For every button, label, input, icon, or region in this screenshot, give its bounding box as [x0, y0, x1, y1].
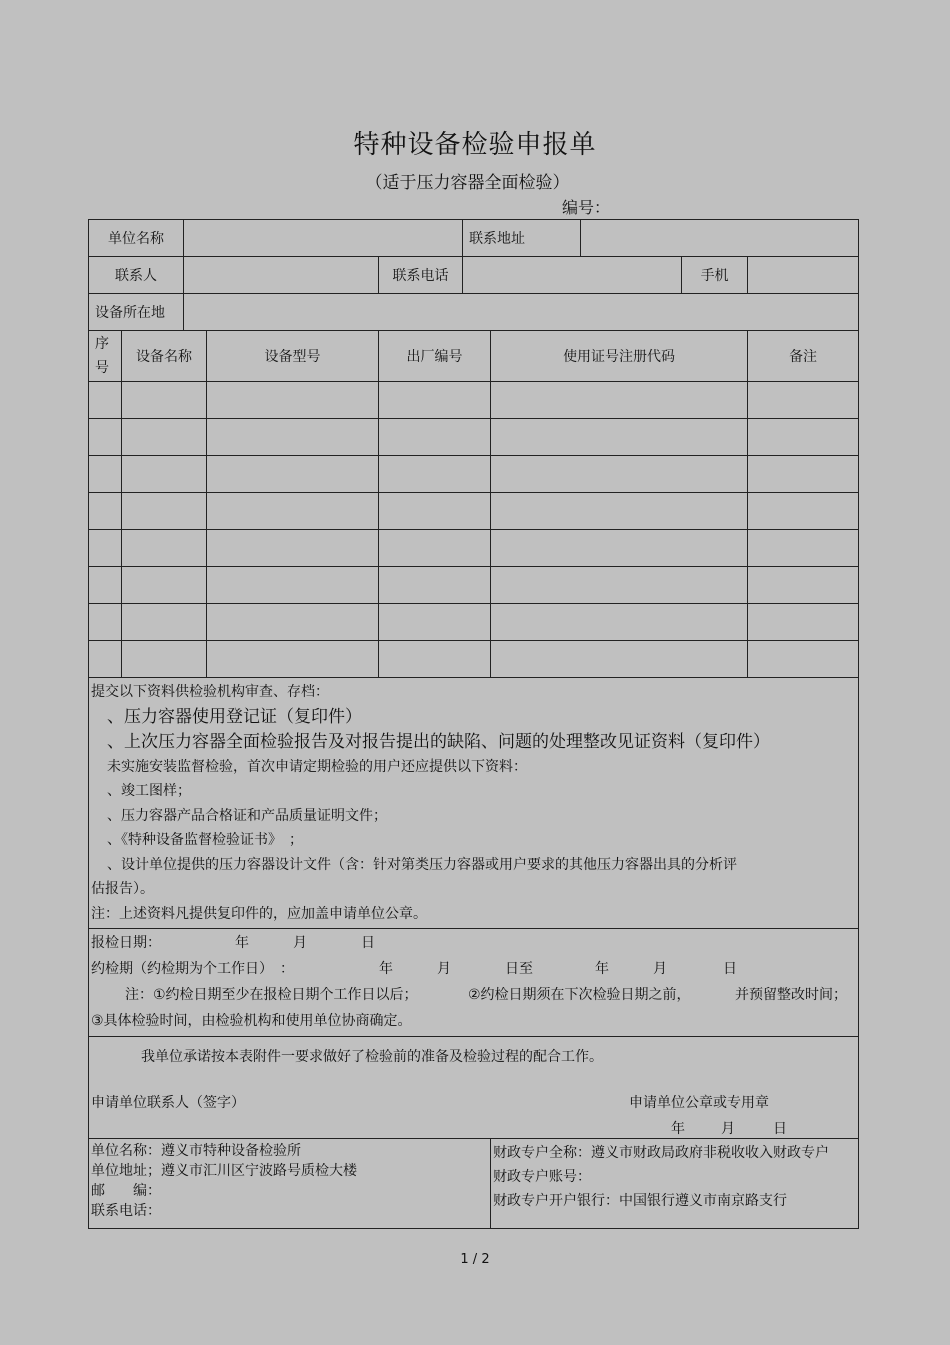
org-unit-address: 单位地址；遵义市汇川区宁波路号质检大楼: [91, 1162, 357, 1179]
contact-person-field[interactable]: [184, 257, 379, 294]
pledge-row: [89, 1036, 859, 1138]
page-title: 特种设备检验申报单: [353, 130, 597, 160]
report-date-day: 日: [361, 935, 375, 951]
page-subtitle: （适于压力容器全面检验）: [365, 173, 570, 193]
pledge-month: 月: [721, 1120, 735, 1137]
appoint-date-year-from: 年: [379, 961, 393, 977]
appoint-date-label: 约检期（约检期为个工作日） ：: [91, 961, 294, 977]
col-factory-no-header: 出厂编号: [379, 331, 491, 382]
appoint-date-month-to: 月: [653, 961, 667, 977]
col-model-header: 设备型号: [207, 331, 379, 382]
dates-note-4: ③具体检验时间，由检验机构和使用单位协商确定。: [91, 1013, 412, 1029]
serial-number-label: 编号：: [562, 198, 611, 217]
appoint-date-line: [91, 957, 856, 983]
location-row: [89, 294, 859, 331]
contact-row: [89, 257, 859, 294]
mobile-label: 手机: [682, 257, 748, 294]
contact-phone-label: 联系电话: [379, 257, 463, 294]
table-row: [89, 493, 859, 530]
pledge-block: [89, 1036, 859, 1138]
report-date-month: 月: [293, 935, 307, 951]
appoint-date-day-to: 日至: [505, 961, 533, 977]
col-name-header: 设备名称: [122, 331, 207, 382]
table-row: [89, 641, 859, 678]
pledge-year: 年: [671, 1120, 685, 1137]
org-phone: 联系电话：: [91, 1202, 161, 1219]
col-seq-char-1: 序: [95, 336, 109, 352]
unit-name-label: 单位名称: [89, 220, 184, 257]
materials-item-5: 、压力容器产品合格证和产品质量证明文件；: [107, 807, 387, 824]
dates-block: [89, 929, 859, 1037]
report-date-label: 报检日期：: [91, 935, 161, 951]
appoint-date-day-end: 日: [723, 961, 737, 977]
equipment-location-field[interactable]: [184, 294, 859, 331]
page-number: 1 / 2: [460, 1252, 490, 1267]
col-cert-code-header: 使用证号注册代码: [491, 331, 748, 382]
report-date-year: 年: [235, 935, 249, 951]
materials-note: 注：上述资料凡提供复印件的，应加盖申请单位公章。: [91, 905, 427, 922]
equipment-location-label: 设备所在地: [89, 294, 184, 331]
org-unit-name: 单位名称：遵义市特种设备检验所: [91, 1142, 301, 1159]
materials-item-4: 、竣工图样；: [107, 783, 191, 799]
org-account-name: 财政专户全称：遵义市财政局政府非税收收入财政专户: [493, 1144, 830, 1161]
pledge-day: 日: [773, 1120, 787, 1137]
pledge-seal: 申请单位公章或专用章: [629, 1094, 769, 1111]
materials-block: [89, 678, 859, 929]
contact-address-field[interactable]: [581, 220, 859, 257]
dates-note-2: ②约检日期须在下次检验日期之前，: [468, 987, 691, 1003]
col-seq-header: [89, 331, 122, 382]
appoint-date-year-to: 年: [595, 961, 609, 977]
table-row: [89, 567, 859, 604]
table-row: [89, 530, 859, 567]
contact-phone-field[interactable]: [463, 257, 682, 294]
contact-address-label: 联系地址: [463, 220, 581, 257]
col-remark-header: 备注: [748, 331, 859, 382]
col-seq-char-2: 号: [95, 360, 109, 376]
materials-item-6: 、《特种设备监督检验证书》 ；: [107, 832, 303, 848]
org-row: [89, 1138, 859, 1228]
dates-row: [89, 929, 859, 1037]
org-postcode: 邮 编：: [91, 1182, 161, 1199]
unit-name-field[interactable]: [184, 220, 463, 257]
application-form-table: [88, 219, 859, 1229]
materials-intro: 提交以下资料供检验机构审查、存档：: [91, 684, 329, 700]
mobile-field[interactable]: [748, 257, 859, 294]
unit-row: [89, 220, 859, 257]
materials-item-2: 、上次压力容器全面检验报告及对报告提出的缺陷、问题的处理整改见证资料（复印件）: [107, 731, 770, 752]
table-row: [89, 456, 859, 493]
org-bank: 财政专户开户银行：中国银行遵义市南京路支行: [493, 1192, 788, 1209]
pledge-signer: 申请单位联系人（签字）: [91, 1094, 245, 1111]
pledge-text: 我单位承诺按本表附件一要求做好了检验前的准备及检验过程的配合工作。: [141, 1048, 603, 1065]
appoint-date-month-from: 月: [437, 961, 451, 977]
materials-row: [89, 678, 859, 929]
materials-item-7a: 、设计单位提供的压力容器设计文件（含：针对第类压力容器或用户要求的其他压力容器出具的分析评: [107, 856, 737, 873]
report-date-line: [91, 931, 856, 957]
materials-item-1: 、压力容器使用登记证（复印件）: [107, 706, 362, 727]
org-account-block: [491, 1138, 859, 1228]
materials-item-7b: 估报告）。: [91, 881, 154, 897]
org-account-no: 财政专户账号：: [493, 1168, 592, 1185]
dates-note-line: [91, 983, 856, 1009]
dates-note-1: 注：①约检日期至少在报检日期个工作日以后；: [125, 987, 418, 1003]
table-row: [89, 604, 859, 641]
org-unit-block: [89, 1138, 491, 1228]
table-row: [89, 419, 859, 456]
equipment-header-row: [89, 331, 859, 382]
table-row: [89, 382, 859, 419]
pledge-content: [91, 1039, 856, 1136]
materials-item-3: 未实施安装监督检验，首次申请定期检验的用户还应提供以下资料：: [107, 758, 527, 775]
contact-person-label: 联系人: [89, 257, 184, 294]
dates-note-3: 并预留整改时间；: [735, 987, 847, 1003]
